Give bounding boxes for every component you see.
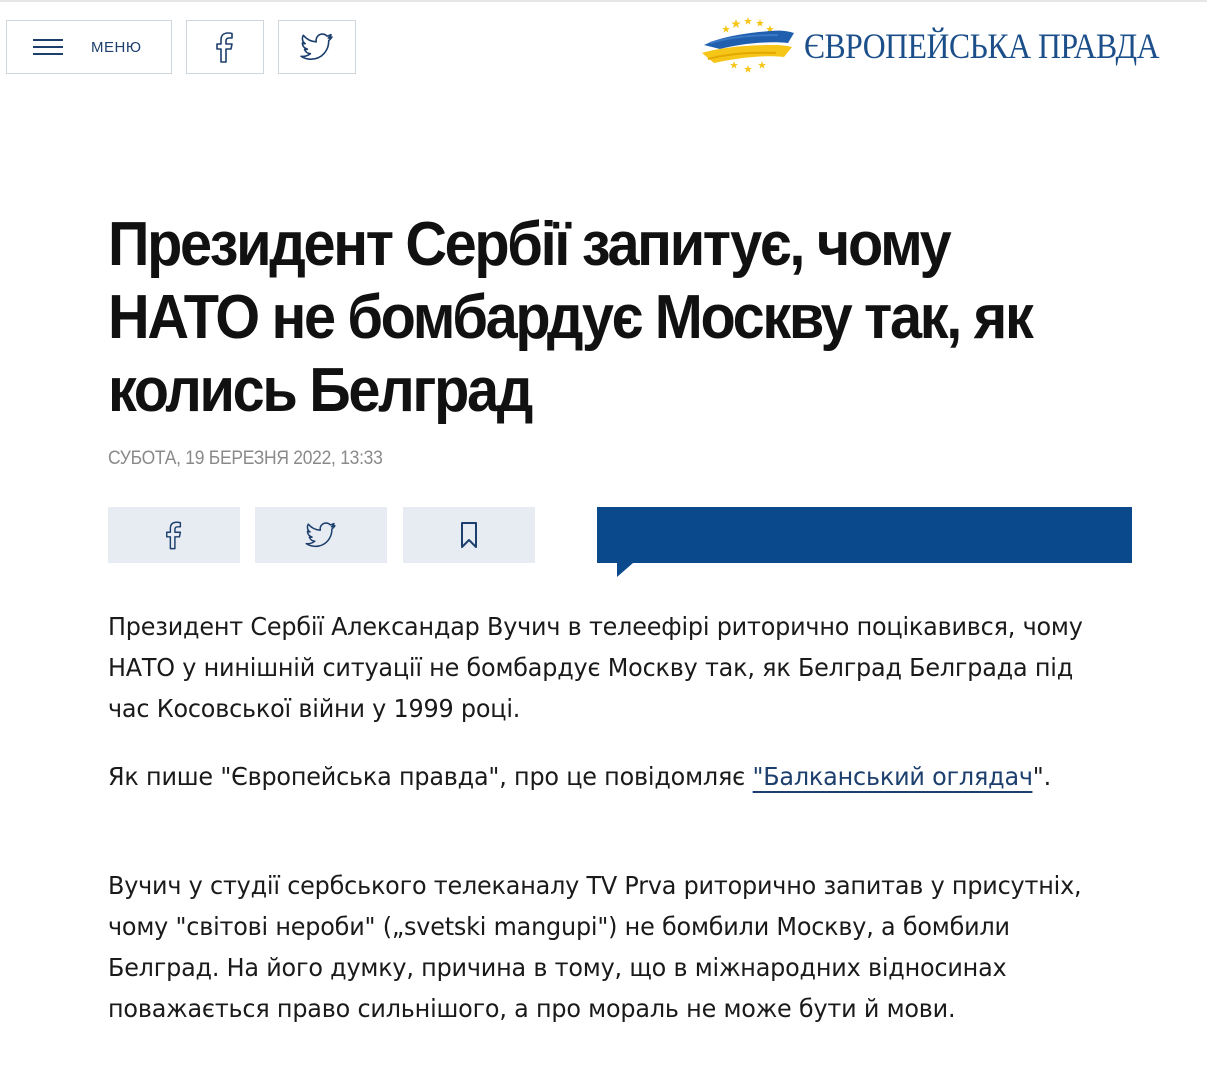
twitter-icon (305, 522, 337, 548)
share-facebook-button[interactable] (108, 507, 240, 563)
twitter-icon (300, 33, 334, 61)
share-twitter-button[interactable] (255, 507, 387, 563)
paragraph-2-text: Як пише "Європейська правда", про це повідомляє (108, 762, 753, 791)
bookmark-button[interactable] (403, 507, 535, 563)
promo-banner[interactable] (597, 507, 1132, 563)
menu-label: МЕНЮ (91, 38, 142, 56)
article-paragraph-3: Вучич у студії сербського телеканалу TV Prva риторично запитав у присутніх, чому "світові нероби" („svetski mangupi") не бомбили Москву, а бомбили Белград. На його думку, причина в тому, що в міжнародних відносинах поважається право сильнішого, а про мораль не може бути й мови. (108, 871, 1082, 1023)
logo-text: ЄВРОПЕЙСЬКА ПРАВДА (804, 26, 1160, 66)
site-logo[interactable] (700, 14, 1207, 78)
logo-flag-icon (700, 15, 796, 77)
top-border (0, 0, 1207, 2)
article-paragraph-2 (108, 756, 1092, 797)
facebook-icon (164, 519, 184, 551)
article-date: СУБОТА, 19 БЕРЕЗНЯ 2022, 13:33 (108, 448, 383, 469)
bookmark-icon (459, 521, 479, 549)
promo-banner-tail (617, 563, 633, 577)
paragraph-2-tail: ". (1032, 762, 1051, 791)
hamburger-icon (33, 39, 63, 55)
source-link[interactable]: "Балканський оглядач (752, 762, 1033, 791)
header-facebook-button[interactable] (186, 20, 264, 74)
facebook-icon (214, 30, 236, 64)
article-title: Президент Сербії запитує, чому НАТО не бомбардує Москву так, як колись Белград (108, 210, 1032, 425)
menu-button[interactable] (6, 20, 172, 74)
article-paragraph-1: Президент Сербії Александар Вучич в телеефірі риторично поцікавився, чому НАТО у нинішній ситуації не бомбардує Москву так, як Белград Белграда під час Косовської війни у 1999 році. (108, 612, 1083, 723)
header-twitter-button[interactable] (278, 20, 356, 74)
